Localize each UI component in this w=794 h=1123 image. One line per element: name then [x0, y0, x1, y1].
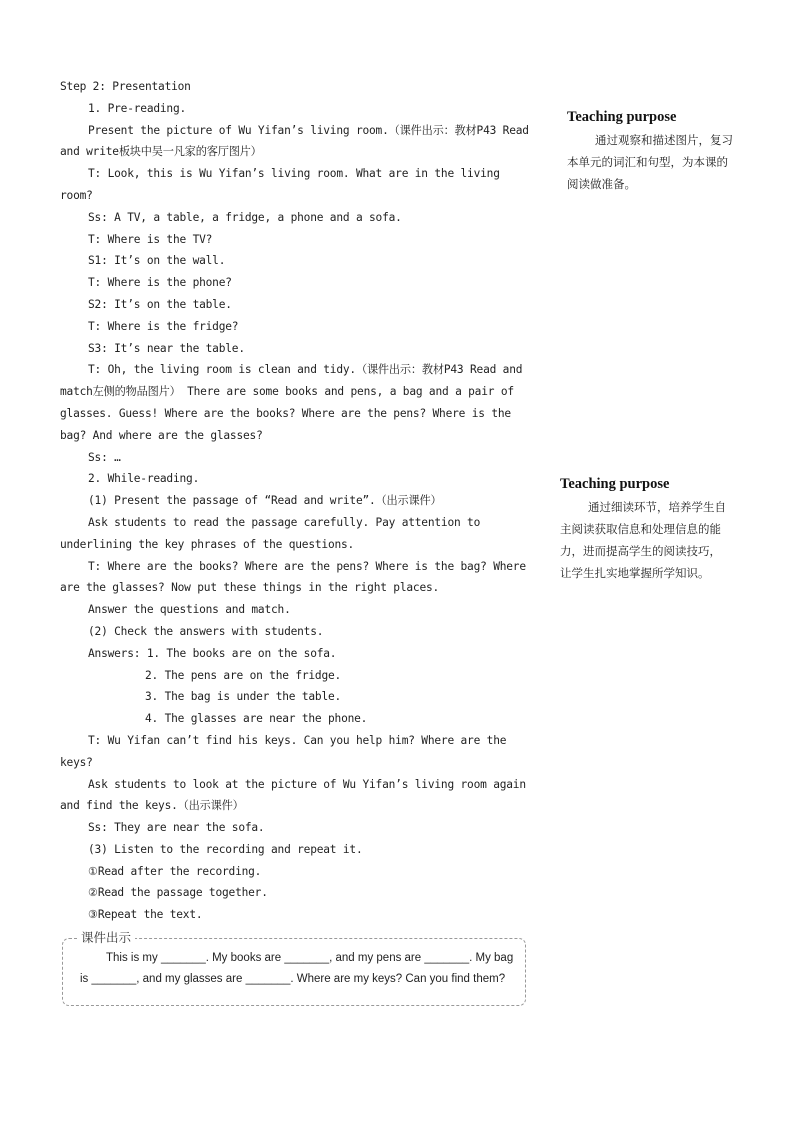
lesson-line: Ask students to look at the picture of Wu Yifan’s living room again and find the keys.（出示课件） [60, 777, 526, 813]
note-text: 通过细读环节，培养学生自主阅读获取信息和处理信息的能力，进而提高学生的阅读技巧，让学生扎实地掌握所学知识。 [560, 500, 726, 580]
note-text: 通过观察和描述图片，复习本单元的词汇和句型，为本课的阅读做准备。 [567, 133, 733, 191]
lesson-line: T: Oh, the living room is clean and tidy.（课件出示：教材P43 Read and match左侧的物品图片） There are some books and pens, a bag and a pair of glasses. Guess! Where are the books? Where are the pens? Where is the bag? And where are the glasses? [60, 363, 523, 442]
courseware-box-title: 课件出示 [77, 930, 135, 946]
lesson-line: T: Where is the TV? [88, 232, 213, 246]
lesson-line: T: Where is the fridge? [88, 319, 239, 333]
lesson-line: T: Look, this is Wu Yifan’s living room. What are in the living room? [60, 167, 500, 202]
lesson-line: ①Read after the recording. [88, 864, 262, 878]
lesson-line: 1. Pre-reading. [88, 101, 187, 115]
lesson-line: T: Where are the books? Where are the pens? Where is the bag? Where are the glasses? Now put these things in the right places. [60, 559, 526, 595]
lesson-line: ③Repeat the text. [88, 908, 203, 922]
courseware-box [62, 930, 526, 1006]
lesson-line: (1) Present the passage of “Read and write”.（出示课件） [88, 494, 442, 508]
lesson-body [60, 76, 530, 926]
note-title: Teaching purpose [560, 476, 670, 492]
lesson-line: S1: It’s on the wall. [88, 254, 226, 268]
lesson-line: 4. The glasses are near the phone. [145, 712, 368, 726]
lesson-line: 2. The pens are on the fridge. [145, 668, 342, 682]
lesson-line: 2. While-reading. [88, 472, 200, 486]
lesson-line: S2: It’s on the table. [88, 297, 232, 311]
lesson-line: S3: It’s near the table. [88, 341, 245, 355]
lesson-line: (2) Check the answers with students. [88, 624, 324, 638]
lesson-line: Answer the questions and match. [88, 603, 291, 617]
lesson-line: T: Where is the phone? [88, 276, 232, 290]
lesson-line: Step 2: Presentation [60, 80, 191, 93]
lesson-line: T: Wu Yifan can’t find his keys. Can you help him? Where are the keys? [60, 733, 507, 769]
lesson-line: Present the picture of Wu Yifan’s living room.（课件出示：教材P43 Read and write板块中吴一凡家的客厅图片） [60, 123, 529, 159]
lesson-line: Answers: 1. The books are on the sofa. [88, 646, 337, 660]
courseware-box-text [80, 948, 524, 989]
lesson-line: 3. The bag is under the table. [145, 690, 342, 704]
lesson-line: Ss: … [88, 450, 121, 464]
teaching-purpose-note-1 [567, 107, 737, 195]
lesson-line: Ss: A TV, a table, a fridge, a phone and a sofa. [88, 210, 402, 224]
lesson-line: Ask students to read the passage carefully. Pay attention to underlining the key phrases of the questions. [60, 515, 481, 551]
note-title: Teaching purpose [567, 109, 677, 125]
courseware-text: This is my _______. My books are _______, and my pens are _______. My bag is _______, and my glasses are _______. Where are my keys? Can you find them? [80, 952, 514, 985]
lesson-line: (3) Listen to the recording and repeat it. [88, 842, 363, 856]
teaching-purpose-note-2 [560, 474, 730, 584]
lesson-line: ②Read the passage together. [88, 886, 268, 900]
lesson-line: Ss: They are near the sofa. [88, 821, 265, 835]
